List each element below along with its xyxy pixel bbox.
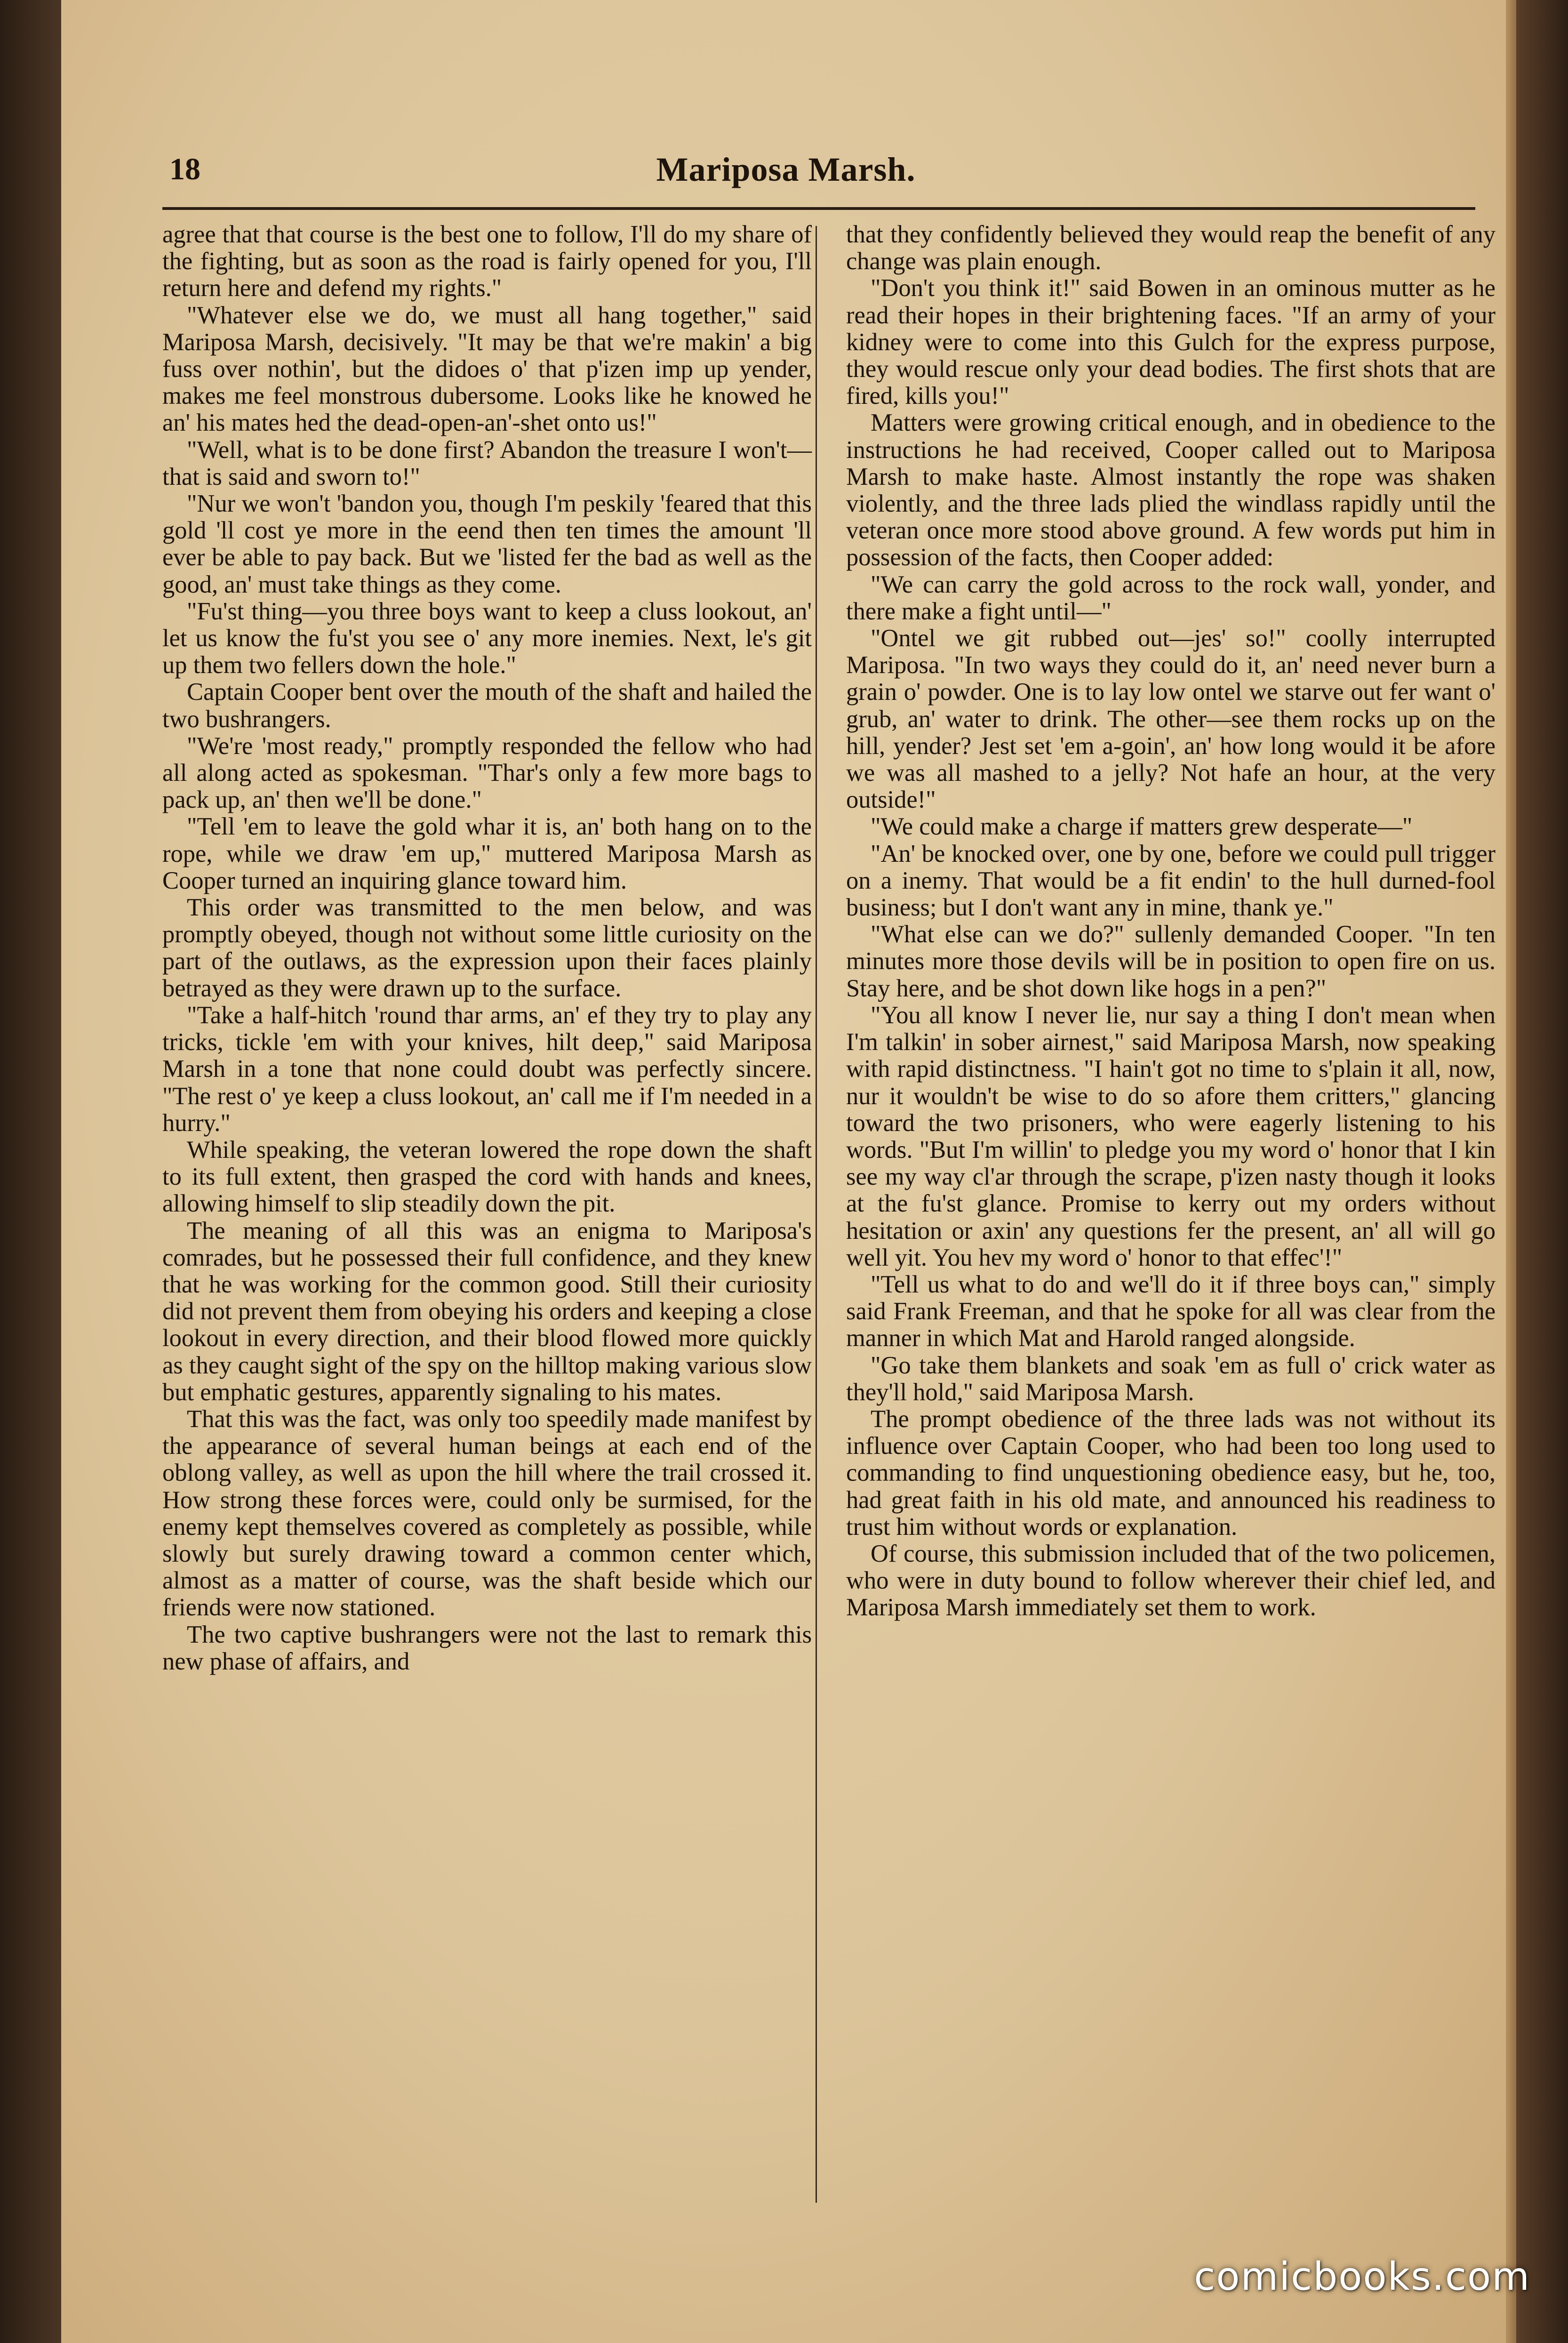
paragraph: "We're 'most ready," promptly responded the fellow who had all along acted as spokesman. "Thar's only a few more bags to pack up, an' then we'll be done.": [162, 732, 812, 814]
page-number: 18: [169, 152, 200, 186]
paragraph: Of course, this submission included that of the two policemen, who were in duty bound to follow wherever their chief led, and Mariposa Marsh immediately set them to work.: [846, 1540, 1496, 1621]
text-column-left: [162, 221, 812, 1675]
paragraph: "You all know I never lie, nur say a thing I don't mean when I'm talkin' in sober airnest," said Mariposa Marsh, now speaking with rapid distinctness. "I hain't got no time to s'plain it all, now, nur it wouldn't be wise to do so afore them critters," glancing toward the two prisoners, who were eagerly listening to his words. "But I'm willin' to pledge you my word o' honor that I kin see my way cl'ar through the scrape, p'izen nasty though it looks at the fu'st glance. Promise to kerry out my orders without hesitation or axin' any questions fer the present, an' all will go well yit. You hev my word o' honor to that effec'!": [846, 1001, 1496, 1271]
paragraph: "An' be knocked over, one by one, before we could pull trigger on a inemy. That would be a fit endin' to the hull durned-fool business; but I don't want any in mine, thank ye.": [846, 840, 1496, 922]
paragraph: "Nur we won't 'bandon you, though I'm peskily 'feared that this gold 'll cost ye more in the eend then ten times the amount 'll ever be able to pay back. But we 'listed fer the bad as well as the good, an' must take things as they come.: [162, 490, 812, 598]
paragraph: "Well, what is to be done first? Abandon the treasure I won't—that is said and sworn to!": [162, 436, 812, 490]
paragraph: "Go take them blankets and soak 'em as full o' crick water as they'll hold," said Mariposa Marsh.: [846, 1351, 1496, 1406]
paragraph: The prompt obedience of the three lads was not without its influence over Captain Cooper, who had been too long used to commanding to find unquestioning obedience easy, but he, too, had great faith in his old mate, and announced his readiness to trust him without words or explanation.: [846, 1405, 1496, 1541]
header-rule: [162, 207, 1475, 210]
paragraph: The two captive bushrangers were not the last to remark this new phase of affairs, and: [162, 1621, 812, 1675]
background-left-edge: [0, 0, 61, 2343]
paragraph: "We could make a charge if matters grew desperate—": [871, 813, 1413, 841]
text-column-right: [846, 221, 1496, 1621]
paragraph: This order was transmitted to the men below, and was promptly obeyed, though not without some little curiosity on the part of the outlaws, as the expression upon their faces plainly betrayed as they were drawn up to the surface.: [162, 894, 812, 1002]
paragraph: That this was the fact, was only too speedily made manifest by the appearance of several human beings at each end of the oblong valley, as well as upon the hill where the trail crossed it. How strong these forces were, could only be surmised, for the enemy kept themselves covered as completely as possible, while slowly but surely drawing toward a common center which, almost as a matter of course, was the shaft beside which our friends were now stationed.: [162, 1405, 812, 1621]
watermark: comicbooks.com: [1194, 2255, 1530, 2299]
paragraph: "Don't you think it!" said Bowen in an ominous mutter as he read their hopes in their brightening faces. "If an army of your kidney were to come into this Gulch for the express purpose, they would rescue only your dead bodies. The first shots that are fired, kills you!": [846, 274, 1496, 410]
book-page: [61, 0, 1511, 2343]
paragraph: While speaking, the veteran lowered the rope down the shaft to its full extent, then grasped the cord with hands and knees, allowing himself to slip steadily down the pit.: [162, 1136, 812, 1218]
running-head: [61, 141, 1511, 198]
paragraph: "Tell 'em to leave the gold whar it is, an' both hang on to the rope, while we draw 'em up," muttered Mariposa Marsh as Cooper turned an inquiring glance toward him.: [162, 813, 812, 894]
paragraph: "Ontel we git rubbed out—jes' so!" coolly interrupted Mariposa. "In two ways they could do it, an' need never burn a grain o' powder. One is to lay low ontel we starve out fer want o' grub, an' water to drink. The other—see them rocks up on the hill, yender? Jest set 'em a-goin', an' how long would it be afore we was all mashed to a jelly? Not hafe an hour, at the very outside!": [846, 625, 1496, 814]
paragraph: "What else can we do?" sullenly demanded Cooper. "In ten minutes more those devils will be in position to open fire on us. Stay here, and be shot down like hogs in a pen?": [846, 921, 1496, 1002]
paragraph: "Fu'st thing—you three boys want to keep a cluss lookout, an' let us know the fu'st you see o' any more inemies. Next, le's git up them two fellers down the hole.": [162, 597, 812, 679]
paragraph: Matters were growing critical enough, and in obedience to the instructions he had received, Cooper called out to Mariposa Marsh to make haste. Almost instantly the rope was shaken violently, and the three lads plied the windlass rapidly until the veteran once more stood above ground. A few words put him in possession of the facts, then Cooper added:: [846, 409, 1496, 571]
page-header-title: Mariposa Marsh.: [656, 151, 916, 188]
paragraph: "Whatever else we do, we must all hang together," said Mariposa Marsh, decisively. "It may be that we're makin' a big fuss over nothin', but the didoes o' that p'izen imp up yender, makes me feel monstrous dubersome. Looks like he knowed he an' his mates hed the dead-open-an'-shet onto us!": [162, 301, 812, 437]
paragraph: The meaning of all this was an enigma to Mariposa's comrades, but he possessed their full confidence, and they knew that he was working for the common good. Still their curiosity did not prevent them from obeying his orders and keeping a close lookout in every direction, and their blood flowed more quickly as they caught sight of the spy on the hilltop making various slow but emphatic gestures, apparently signaling to his mates.: [162, 1217, 812, 1406]
paragraph: Captain Cooper bent over the mouth of the shaft and hailed the two bushrangers.: [162, 678, 812, 733]
paragraph: "We can carry the gold across to the rock wall, yonder, and there make a fight until—": [846, 570, 1496, 625]
background-right-edge: [1516, 0, 1568, 2343]
column-divider: [816, 226, 817, 2203]
paragraph: that they confidently believed they would reap the benefit of any change was plain enough.: [846, 221, 1496, 275]
paragraph: agree that that course is the best one to follow, I'll do my share of the fighting, but as soon as the road is fairly opened for you, I'll return here and defend my rights.": [162, 221, 812, 302]
paragraph: "Take a half-hitch 'round thar arms, an' ef they try to play any tricks, tickle 'em with your knives, hilt deep," said Mariposa Marsh in a tone that none could doubt was perfectly sincere. "The rest o' ye keep a cluss lookout, an' call me if I'm needed in a hurry.": [162, 1001, 812, 1137]
paragraph: "Tell us what to do and we'll do it if three boys can," simply said Frank Freeman, and that he spoke for all was clear from the manner in which Mat and Harold ranged alongside.: [846, 1270, 1496, 1352]
